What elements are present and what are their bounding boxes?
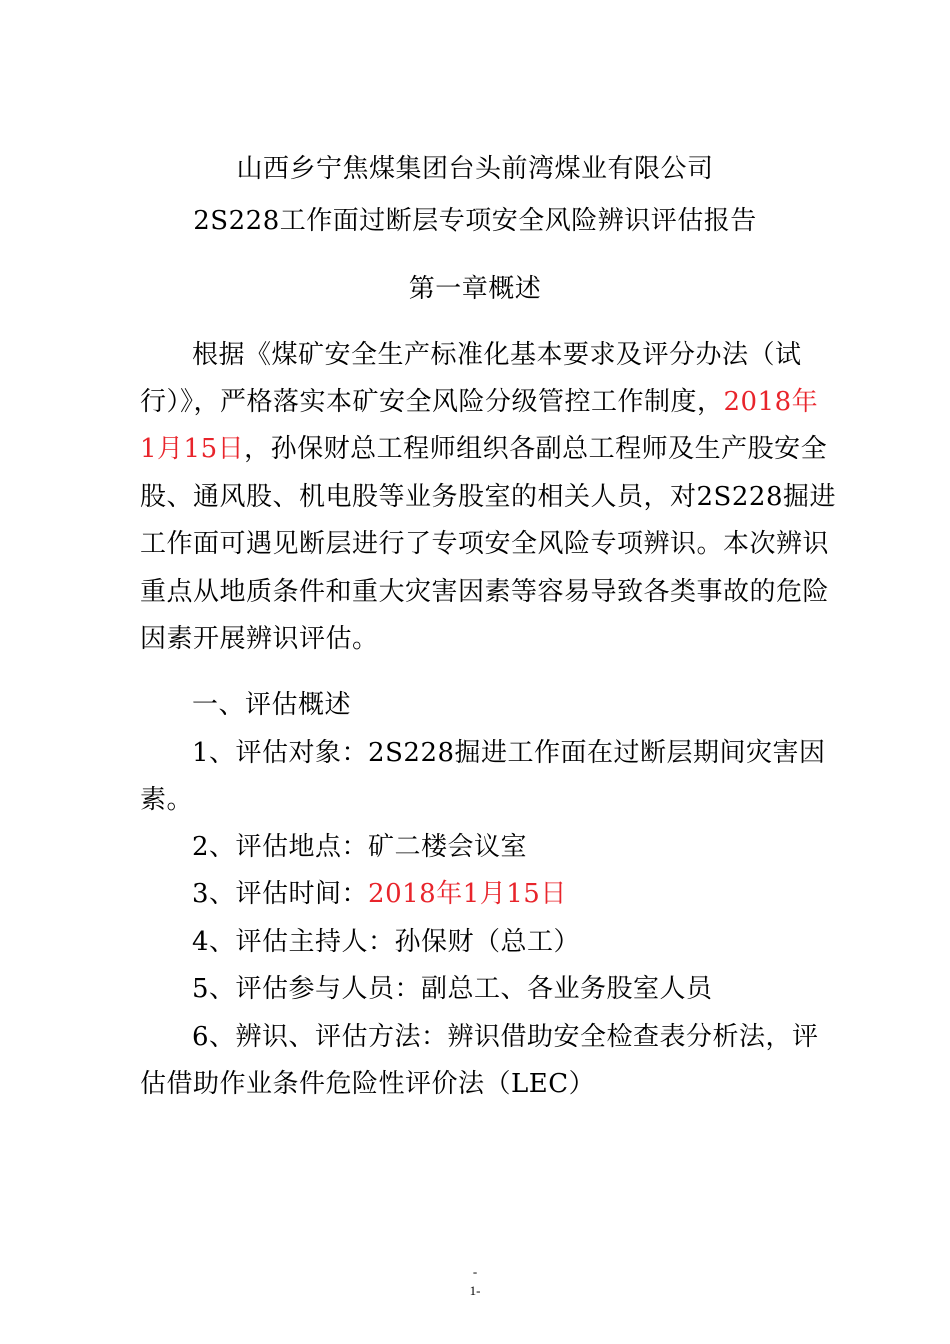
intro-line-1: 根据《煤矿安全生产标准化基本要求及评分办法（试 <box>192 340 802 370</box>
intro-line-5: 工作面可遇见断层进行了专项安全风险专项辨识。本次辨识 <box>140 529 830 559</box>
page-footer-dash: - <box>472 1264 478 1279</box>
item-4: 4、评估主持人：孙保财（总工） <box>192 927 581 957</box>
intro-date-day: 1月15日 <box>140 434 245 464</box>
report-title: 2S228工作面过断层专项安全风险辨识评估报告 <box>193 206 757 236</box>
item-6-line-1: 6、辨识、评估方法：辨识借助安全检查表分析法，评 <box>192 1022 819 1052</box>
intro-line-2 <box>140 381 818 418</box>
intro-line-3 <box>140 428 827 465</box>
intro-date-year: 2018年 <box>723 387 819 417</box>
company-title: 山西乡宁焦煤集团台头前湾煤业有限公司 <box>236 154 714 184</box>
section-heading: 一、评估概述 <box>192 690 352 720</box>
page-number: 1- <box>469 1283 481 1298</box>
item-5: 5、评估参与人员：副总工、各业务股室人员 <box>192 974 713 1004</box>
intro-line-4: 股、通风股、机电股等业务股室的相关人员，对2S228掘进 <box>140 482 836 512</box>
item-6-line-2: 估借助作业条件危险性评价法（LEC） <box>140 1069 596 1099</box>
item-1-line-2: 素。 <box>140 785 194 815</box>
chapter-heading: 第一章概述 <box>408 274 542 304</box>
item-1-line-1: 1、评估对象：2S228掘进工作面在过断层期间灾害因 <box>192 738 826 768</box>
item-3 <box>192 873 567 910</box>
item-2: 2、评估地点：矿二楼会议室 <box>192 832 528 862</box>
intro-line-7: 因素开展辨识评估。 <box>140 624 379 654</box>
intro-line-3-text: ，孙保财总工程师组织各副总工程师及生产股安全 <box>244 434 828 464</box>
intro-line-6: 重点从地质条件和重大灾害因素等容易导致各类事故的危险 <box>140 577 830 607</box>
item-3-date: 2018年1月15日 <box>368 879 567 909</box>
item-3-label: 3、评估时间： <box>192 879 369 909</box>
intro-line-2-text: 行）》，严格落实本矿安全风险分级管控工作制度， <box>140 387 724 417</box>
